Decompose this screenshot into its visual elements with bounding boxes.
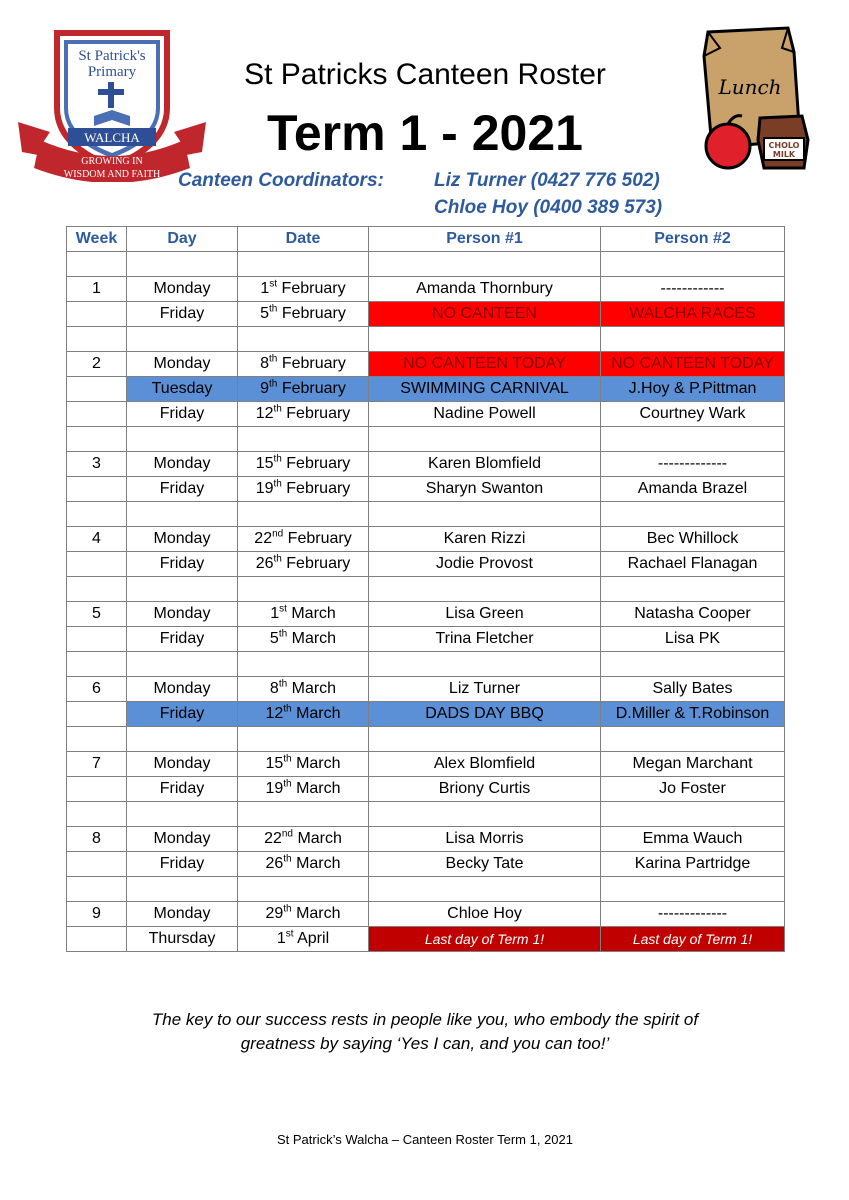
cell-person2: NO CANTEEN TODAY bbox=[601, 352, 785, 377]
date-suffix: nd bbox=[272, 528, 284, 540]
date-month: February bbox=[281, 355, 346, 372]
table-row bbox=[67, 627, 785, 652]
cell-date bbox=[238, 527, 369, 552]
cell-person1: Trina Fletcher bbox=[369, 627, 601, 652]
cell-person1: Jodie Provost bbox=[369, 552, 601, 577]
cell-week bbox=[67, 702, 127, 727]
blank-cell bbox=[238, 577, 369, 602]
table-row bbox=[67, 602, 785, 627]
cell-person2: Last day of Term 1! bbox=[601, 927, 785, 952]
cell-day: Monday bbox=[127, 527, 238, 552]
date-month: March bbox=[297, 830, 342, 847]
cell-person2: D.Miller & T.Robinson bbox=[601, 702, 785, 727]
cell-date bbox=[238, 277, 369, 302]
cell-person2: Bec Whillock bbox=[601, 527, 785, 552]
date-month: February bbox=[286, 555, 351, 572]
date-number: 22 bbox=[264, 830, 282, 847]
cell-day: Friday bbox=[127, 302, 238, 327]
lunch-bag-text: Lunch bbox=[718, 75, 782, 99]
cell-week bbox=[67, 852, 127, 877]
blank-cell bbox=[369, 652, 601, 677]
cell-day: Friday bbox=[127, 702, 238, 727]
blank-cell bbox=[67, 577, 127, 602]
blank-cell bbox=[127, 427, 238, 452]
date-number: 15 bbox=[265, 755, 284, 772]
date-month: March bbox=[296, 855, 341, 872]
date-number: 8 bbox=[269, 680, 279, 697]
roster-body bbox=[67, 252, 785, 952]
cell-week bbox=[67, 927, 127, 952]
cell-person1: Alex Blomfield bbox=[369, 752, 601, 777]
cell-day: Monday bbox=[127, 827, 238, 852]
cell-week: 6 bbox=[67, 677, 127, 702]
cell-date bbox=[238, 302, 369, 327]
cell-person2: WALCHA RACES bbox=[601, 302, 785, 327]
blank-cell bbox=[601, 427, 785, 452]
cell-date bbox=[238, 702, 369, 727]
blank-cell bbox=[369, 252, 601, 277]
cell-week: 1 bbox=[67, 277, 127, 302]
date-month: March bbox=[291, 605, 336, 622]
table-row bbox=[67, 702, 785, 727]
cell-person2: Amanda Brazel bbox=[601, 477, 785, 502]
blank-row bbox=[67, 577, 785, 602]
table-row bbox=[67, 777, 785, 802]
table-row bbox=[67, 277, 785, 302]
blank-row bbox=[67, 727, 785, 752]
date-month: April bbox=[297, 930, 330, 947]
quote-line2: greatness by saying ‘Yes I can, and you can too!’ bbox=[240, 1034, 610, 1053]
cell-person2: J.Hoy & P.Pittman bbox=[601, 377, 785, 402]
cell-date bbox=[238, 377, 369, 402]
cell-person2: Jo Foster bbox=[601, 777, 785, 802]
blank-cell bbox=[601, 577, 785, 602]
date-suffix: st bbox=[285, 928, 294, 940]
cell-day: Friday bbox=[127, 477, 238, 502]
cell-day: Monday bbox=[127, 752, 238, 777]
date-number: 15 bbox=[255, 455, 274, 472]
cell-person1: Last day of Term 1! bbox=[369, 927, 601, 952]
cell-person2: ------------- bbox=[601, 452, 785, 477]
blank-row bbox=[67, 252, 785, 277]
cell-day: Monday bbox=[127, 902, 238, 927]
blank-cell bbox=[369, 502, 601, 527]
cell-day: Friday bbox=[127, 627, 238, 652]
blank-cell bbox=[238, 427, 369, 452]
table-row bbox=[67, 827, 785, 852]
carton-text1: CHOLO bbox=[768, 141, 800, 150]
cell-date bbox=[238, 827, 369, 852]
date-month: February bbox=[286, 455, 351, 472]
blank-row bbox=[67, 427, 785, 452]
date-number: 19 bbox=[265, 780, 284, 797]
crest-line1: St Patrick's bbox=[78, 48, 146, 64]
table-row bbox=[67, 552, 785, 577]
cell-person1: Liz Turner bbox=[369, 677, 601, 702]
date-month: March bbox=[296, 755, 341, 772]
date-month: February bbox=[286, 480, 351, 497]
quote bbox=[100, 1008, 750, 1056]
table-row bbox=[67, 902, 785, 927]
cell-week bbox=[67, 627, 127, 652]
header-person2: Person #2 bbox=[601, 227, 785, 252]
date-suffix: th bbox=[283, 903, 292, 915]
table-row bbox=[67, 452, 785, 477]
cell-date bbox=[238, 627, 369, 652]
cell-day: Friday bbox=[127, 852, 238, 877]
date-number: 1 bbox=[260, 280, 270, 297]
cell-week: 4 bbox=[67, 527, 127, 552]
blank-cell bbox=[67, 327, 127, 352]
date-suffix: th bbox=[269, 303, 278, 315]
date-number: 12 bbox=[255, 405, 274, 422]
cell-week bbox=[67, 477, 127, 502]
date-month: February bbox=[287, 530, 352, 547]
table-row bbox=[67, 477, 785, 502]
cell-day: Friday bbox=[127, 402, 238, 427]
blank-cell bbox=[369, 577, 601, 602]
date-number: 9 bbox=[260, 380, 270, 397]
date-suffix: th bbox=[278, 628, 288, 640]
cell-person1: NO CANTEEN TODAY bbox=[369, 352, 601, 377]
cell-week: 7 bbox=[67, 752, 127, 777]
date-number: 1 bbox=[276, 930, 286, 947]
cell-week bbox=[67, 402, 127, 427]
blank-cell bbox=[127, 802, 238, 827]
header-date: Date bbox=[238, 227, 369, 252]
page-subtitle: St Patricks Canteen Roster bbox=[244, 58, 606, 91]
cell-person2: Courtney Wark bbox=[601, 402, 785, 427]
cell-date bbox=[238, 452, 369, 477]
date-number: 8 bbox=[260, 355, 270, 372]
date-number: 29 bbox=[265, 905, 284, 922]
cell-date bbox=[238, 777, 369, 802]
blank-cell bbox=[127, 502, 238, 527]
cell-date bbox=[238, 602, 369, 627]
blank-cell bbox=[369, 427, 601, 452]
blank-row bbox=[67, 652, 785, 677]
cell-date bbox=[238, 352, 369, 377]
cell-week: 2 bbox=[67, 352, 127, 377]
table-row bbox=[67, 527, 785, 552]
blank-row bbox=[67, 502, 785, 527]
table-row bbox=[67, 752, 785, 777]
blank-cell bbox=[67, 252, 127, 277]
date-number: 12 bbox=[265, 705, 284, 722]
blank-cell bbox=[127, 877, 238, 902]
date-month: February bbox=[281, 380, 346, 397]
table-row bbox=[67, 677, 785, 702]
cell-week bbox=[67, 552, 127, 577]
blank-cell bbox=[601, 502, 785, 527]
blank-cell bbox=[369, 327, 601, 352]
date-number: 26 bbox=[255, 555, 274, 572]
date-suffix: th bbox=[269, 353, 278, 365]
cell-week: 8 bbox=[67, 827, 127, 852]
page-title: Term 1 - 2021 bbox=[267, 105, 583, 161]
cell-person2: Rachael Flanagan bbox=[601, 552, 785, 577]
lunch-bag-illustration bbox=[690, 22, 818, 172]
date-number: 22 bbox=[254, 530, 273, 547]
blank-cell bbox=[238, 502, 369, 527]
cell-person2: Karina Partridge bbox=[601, 852, 785, 877]
blank-cell bbox=[601, 727, 785, 752]
cell-day: Monday bbox=[127, 452, 238, 477]
blank-row bbox=[67, 877, 785, 902]
cell-day: Monday bbox=[127, 277, 238, 302]
blank-row bbox=[67, 802, 785, 827]
cell-person1: Chloe Hoy bbox=[369, 902, 601, 927]
blank-cell bbox=[601, 877, 785, 902]
quote-line1: The key to our success rests in people like you, who embody the spirit of bbox=[151, 1010, 699, 1029]
footer: St Patrick’s Walcha – Canteen Roster Term 1, 2021 bbox=[276, 1132, 573, 1147]
cell-person1: Briony Curtis bbox=[369, 777, 601, 802]
cell-person1: Sharyn Swanton bbox=[369, 477, 601, 502]
crest-place: WALCHA bbox=[84, 130, 140, 145]
cell-person1: Lisa Morris bbox=[369, 827, 601, 852]
school-crest-logo bbox=[14, 22, 210, 182]
coordinator-1: Liz Turner (0427 776 502) bbox=[434, 170, 660, 191]
crest-motto1: GROWING IN bbox=[81, 156, 143, 167]
carton-text2: MILK bbox=[772, 150, 796, 159]
cell-day: Thursday bbox=[127, 927, 238, 952]
table-row bbox=[67, 377, 785, 402]
date-suffix: st bbox=[269, 278, 278, 290]
cell-week: 5 bbox=[67, 602, 127, 627]
date-month: February bbox=[281, 305, 346, 322]
cell-person2: Natasha Cooper bbox=[601, 602, 785, 627]
blank-cell bbox=[369, 727, 601, 752]
blank-cell bbox=[238, 327, 369, 352]
cell-person1: Becky Tate bbox=[369, 852, 601, 877]
blank-cell bbox=[601, 252, 785, 277]
date-suffix: th bbox=[273, 553, 282, 565]
cell-person2: Sally Bates bbox=[601, 677, 785, 702]
blank-cell bbox=[601, 327, 785, 352]
date-suffix: nd bbox=[281, 828, 293, 840]
cell-day: Tuesday bbox=[127, 377, 238, 402]
date-number: 5 bbox=[260, 305, 270, 322]
cell-week: 3 bbox=[67, 452, 127, 477]
date-suffix: th bbox=[283, 703, 292, 715]
date-suffix: th bbox=[283, 753, 292, 765]
table-row bbox=[67, 852, 785, 877]
blank-cell bbox=[601, 802, 785, 827]
date-suffix: th bbox=[283, 778, 292, 790]
blank-cell bbox=[67, 427, 127, 452]
cell-person1: SWIMMING CARNIVAL bbox=[369, 377, 601, 402]
cell-date bbox=[238, 477, 369, 502]
blank-cell bbox=[601, 652, 785, 677]
cell-week bbox=[67, 377, 127, 402]
cell-week: 9 bbox=[67, 902, 127, 927]
cell-person1: Karen Blomfield bbox=[369, 452, 601, 477]
coordinators-label: Canteen Coordinators: bbox=[178, 170, 384, 191]
date-suffix: th bbox=[273, 453, 282, 465]
blank-cell bbox=[238, 252, 369, 277]
date-month: March bbox=[296, 705, 341, 722]
date-number: 19 bbox=[255, 480, 274, 497]
date-month: March bbox=[291, 680, 337, 697]
date-month: March bbox=[291, 630, 337, 647]
blank-row bbox=[67, 327, 785, 352]
date-suffix: th bbox=[278, 678, 288, 690]
cell-person1: Amanda Thornbury bbox=[369, 277, 601, 302]
blank-cell bbox=[67, 502, 127, 527]
header-person1: Person #1 bbox=[369, 227, 601, 252]
cell-week bbox=[67, 302, 127, 327]
blank-cell bbox=[369, 802, 601, 827]
date-suffix: th bbox=[269, 378, 278, 390]
blank-cell bbox=[238, 802, 369, 827]
date-suffix: th bbox=[273, 403, 282, 415]
date-month: February bbox=[286, 405, 351, 422]
cell-day: Friday bbox=[127, 777, 238, 802]
cell-day: Friday bbox=[127, 552, 238, 577]
date-month: February bbox=[281, 280, 346, 297]
blank-cell bbox=[238, 652, 369, 677]
cell-person2: ------------- bbox=[601, 902, 785, 927]
date-number: 1 bbox=[270, 605, 280, 622]
cell-person2: Lisa PK bbox=[601, 627, 785, 652]
date-month: March bbox=[296, 905, 341, 922]
blank-cell bbox=[67, 802, 127, 827]
crest-motto2: WISDOM AND FAITH bbox=[63, 169, 161, 180]
cell-person1: NO CANTEEN bbox=[369, 302, 601, 327]
cell-date bbox=[238, 402, 369, 427]
cell-person2: Megan Marchant bbox=[601, 752, 785, 777]
roster-table bbox=[66, 226, 785, 952]
blank-cell bbox=[67, 727, 127, 752]
cell-date bbox=[238, 927, 369, 952]
table-header-row bbox=[67, 227, 785, 252]
table-row bbox=[67, 352, 785, 377]
cell-day: Monday bbox=[127, 602, 238, 627]
cell-week bbox=[67, 777, 127, 802]
header-week: Week bbox=[67, 227, 127, 252]
cell-day: Monday bbox=[127, 352, 238, 377]
cell-person1: Lisa Green bbox=[369, 602, 601, 627]
cell-date bbox=[238, 552, 369, 577]
cell-day: Monday bbox=[127, 677, 238, 702]
blank-cell bbox=[127, 727, 238, 752]
date-number: 26 bbox=[265, 855, 284, 872]
header-day: Day bbox=[127, 227, 238, 252]
coordinator-2: Chloe Hoy (0400 389 573) bbox=[434, 197, 663, 218]
date-month: March bbox=[296, 780, 341, 797]
cell-date bbox=[238, 752, 369, 777]
blank-cell bbox=[67, 877, 127, 902]
cell-person1: Karen Rizzi bbox=[369, 527, 601, 552]
cell-date bbox=[238, 902, 369, 927]
blank-cell bbox=[127, 327, 238, 352]
blank-cell bbox=[127, 252, 238, 277]
cell-person1: DADS DAY BBQ bbox=[369, 702, 601, 727]
date-suffix: st bbox=[279, 603, 287, 615]
crest-line2: Primary bbox=[87, 64, 137, 80]
blank-cell bbox=[238, 877, 369, 902]
cell-person2: ------------ bbox=[601, 277, 785, 302]
table-row bbox=[67, 402, 785, 427]
cell-person1: Nadine Powell bbox=[369, 402, 601, 427]
date-number: 5 bbox=[269, 630, 279, 647]
table-row bbox=[67, 927, 785, 952]
blank-cell bbox=[127, 652, 238, 677]
cell-date bbox=[238, 677, 369, 702]
date-suffix: th bbox=[283, 853, 292, 865]
cell-person2: Emma Wauch bbox=[601, 827, 785, 852]
blank-cell bbox=[127, 577, 238, 602]
blank-cell bbox=[369, 877, 601, 902]
cell-date bbox=[238, 852, 369, 877]
table-row bbox=[67, 302, 785, 327]
blank-cell bbox=[238, 727, 369, 752]
date-suffix: th bbox=[273, 478, 282, 490]
blank-cell bbox=[67, 652, 127, 677]
